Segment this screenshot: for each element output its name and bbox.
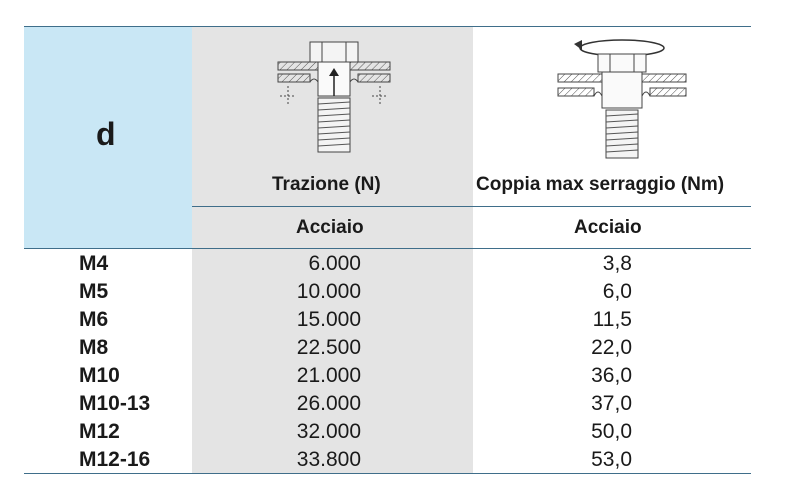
trazione-material-heading: Acciaio: [296, 217, 364, 238]
trazione-value: 22.500: [296, 336, 361, 359]
thread-size: M6: [79, 308, 109, 331]
coppia-value: 6,0: [602, 280, 632, 303]
table-row: [24, 418, 751, 446]
coppia-value: 53,0: [591, 448, 632, 471]
thread-size: M5: [79, 280, 109, 303]
thread-size: M8: [79, 336, 109, 359]
header-divider-rule: [192, 206, 751, 207]
coppia-value: 11,5: [592, 308, 632, 331]
trazione-value: 21.000: [296, 364, 361, 387]
table-row: [24, 250, 751, 278]
header-bottom-rule: [24, 248, 751, 249]
trazione-value: 10.000: [296, 280, 361, 303]
rivet-nut-tension-diagram: [274, 40, 394, 158]
thread-size: M10: [79, 364, 120, 387]
coppia-value: 50,0: [591, 420, 632, 443]
coppia-value: 22,0: [591, 336, 632, 359]
trazione-heading: Trazione (N): [272, 174, 381, 195]
table-row: [24, 390, 751, 418]
table-row: [24, 446, 751, 474]
coppia-heading: Coppia max serraggio (Nm): [476, 174, 725, 195]
thread-size: M4: [79, 252, 109, 275]
coppia-material-heading: Acciaio: [574, 217, 642, 238]
table-row: [24, 362, 751, 390]
trazione-value: 32.000: [296, 420, 361, 443]
table-row: [24, 278, 751, 306]
coppia-value: 37,0: [591, 392, 632, 415]
table-row: [24, 306, 751, 334]
trazione-value: 26.000: [296, 392, 361, 415]
thread-size: M12: [79, 420, 120, 443]
table-row: [24, 334, 751, 362]
trazione-value: 33.800: [296, 448, 361, 471]
d-column-heading: d: [96, 116, 116, 152]
trazione-value: 6.000: [308, 252, 361, 275]
rivet-nut-torque-diagram: [552, 30, 692, 162]
thread-size: M10-13: [79, 392, 151, 415]
coppia-value: 36,0: [591, 364, 632, 387]
thread-size: M12-16: [79, 448, 151, 471]
table-top-rule: [24, 26, 751, 27]
coppia-value: 3,8: [602, 252, 632, 275]
trazione-value: 15.000: [296, 308, 361, 331]
